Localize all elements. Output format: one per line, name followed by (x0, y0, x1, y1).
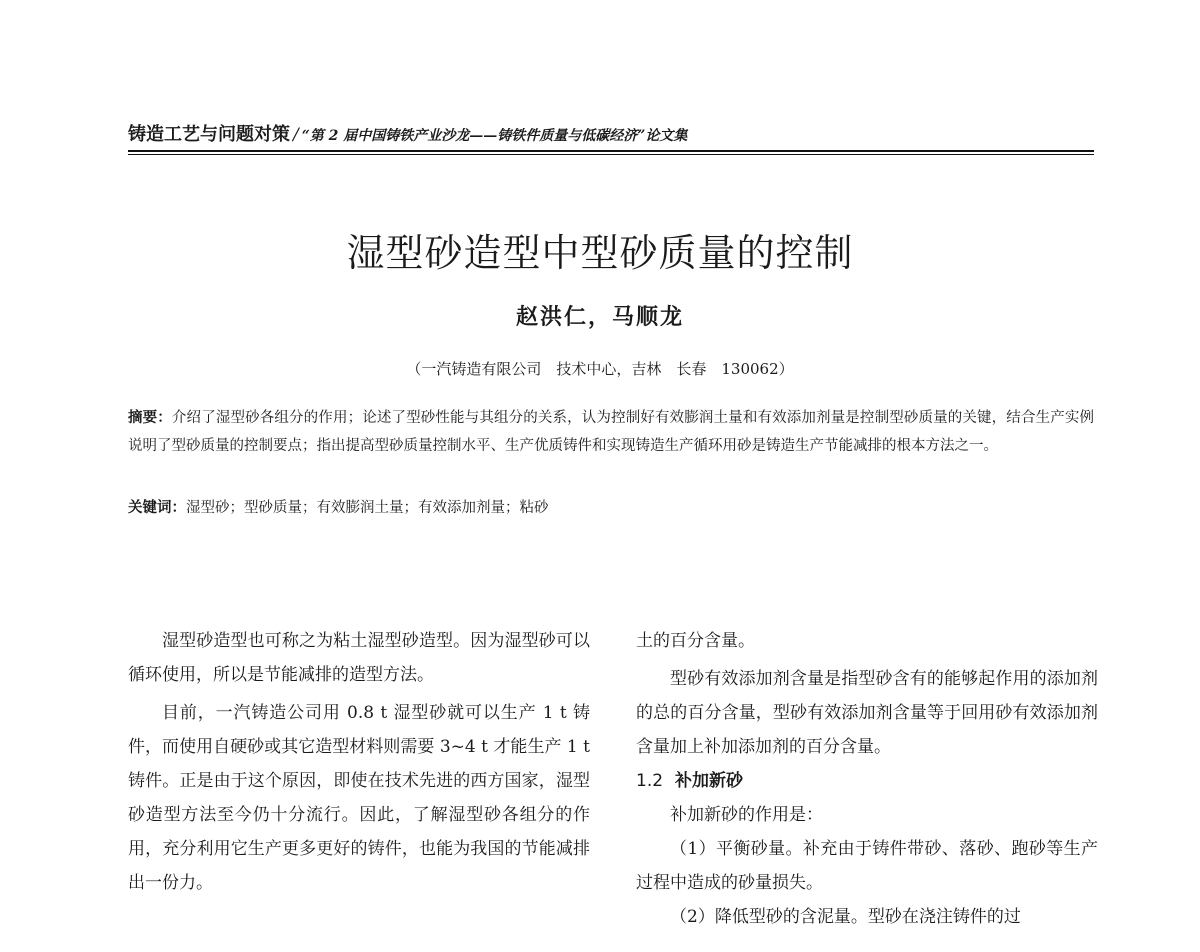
running-header (128, 122, 1094, 149)
abstract-label: 摘要： (128, 409, 172, 426)
keywords (128, 496, 1094, 520)
paragraph: （2）降低型砂的含泥量。型砂在浇注铸件的过 (670, 907, 1021, 927)
body-column-right (636, 624, 1098, 934)
paper-title: 湿型砂造型中型砂质量的控制 (346, 231, 854, 275)
body-column-left (128, 624, 590, 900)
paragraph: 土的百分含量。 (636, 631, 755, 651)
section-title: 补加新砂 (675, 771, 744, 791)
header-rule-thin (128, 154, 1094, 155)
keywords-label: 关键词： (128, 499, 186, 516)
proceedings-title: “第 2 届中国铸铁产业沙龙——铸铁件质量与低碳经济”论文集 (301, 128, 688, 144)
header-rule-thick (128, 150, 1094, 152)
abstract-text: 介绍了湿型砂各组分的作用；论述了型砂性能与其组分的关系，认为控制好有效膨润土量和有效添加剂量是控制型砂质量的关键，结合生产实例说明了型砂质量的控制要点；指出提高型砂质量控制水平、生产优质铸件和实现铸造生产循环用砂是铸造生产节能减排的根本方法之一。 (128, 410, 1095, 454)
paper-authors: 赵洪仁，马顺龙 (515, 304, 684, 330)
paragraph: 目前，一汽铸造公司用 0.8 t 湿型砂就可以生产 1 t 铸件，而使用自硬砂或其它造型材料则需要 3~4 t 才能生产 1 t 铸件。正是由于这个原因，即使在技术先进的西方国家，湿型砂造型方法至今仍十分流行。因此，了解湿型砂各组分的作用，充分利用它生产更多更好的铸件，也能为我国的节能减排出一份力。 (128, 703, 590, 893)
paragraph: （1）平衡砂量。补充由于铸件带砂、落砂、跑砂等生产过程中造成的砂量损失。 (636, 839, 1098, 893)
paragraph: 型砂有效添加剂含量是指型砂含有的能够起作用的添加剂的总的百分含量，型砂有效添加剂含量等于回用砂有效添加剂含量加上补加添加剂的百分含量。 (636, 669, 1098, 757)
section-number: 1.2 (636, 771, 664, 791)
paragraph: 湿型砂造型也可称之为粘土湿型砂造型。因为湿型砂可以循环使用，所以是节能减排的造型方法。 (128, 631, 590, 685)
paper-affiliation: （一汽铸造有限公司 技术中心，吉林 长春 130062） (406, 360, 794, 378)
keywords-text: 湿型砂；型砂质量；有效膨润土量；有效添加剂量；粘砂 (186, 500, 549, 516)
section-heading (636, 764, 1098, 798)
header-separator: / (293, 125, 299, 145)
abstract (128, 404, 1094, 460)
series-title: 铸造工艺与问题对策 (128, 124, 290, 145)
paragraph: 补加新砂的作用是： (670, 805, 823, 825)
